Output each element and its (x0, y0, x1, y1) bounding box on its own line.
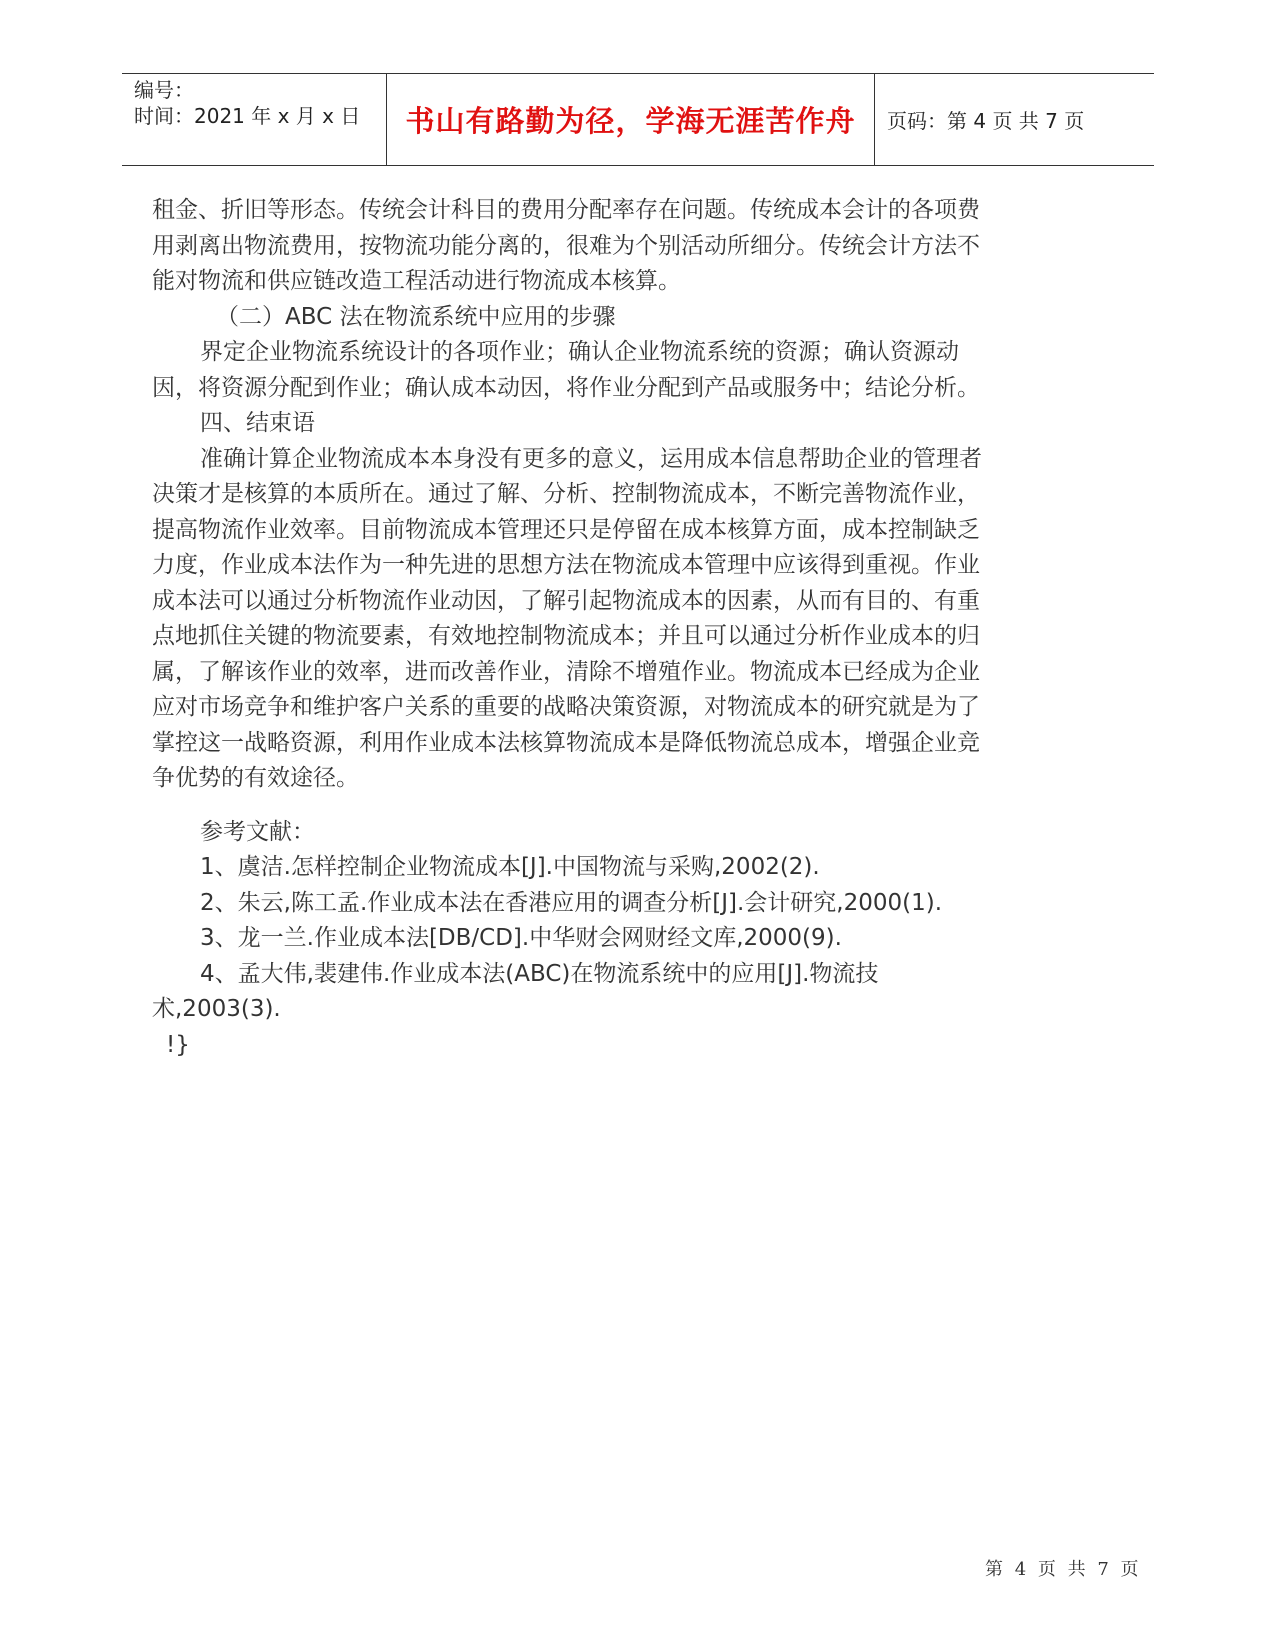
header-meta-cell (122, 74, 387, 165)
page-footer: 第 4 页 共 7 页 (985, 1559, 1142, 1580)
references-title: 参考文献： (200, 818, 315, 845)
motto-text: 书山有路勤为径，学海无涯苦作舟 (405, 104, 856, 138)
reference-item-2: 2、朱云,陈工孟.作业成本法在香港应用的调查分析[J].会计研究,2000(1). (200, 889, 943, 916)
document-body (152, 193, 982, 1063)
reference-item-1: 1、虞洁.怎样控制企业物流成本[J].中国物流与采购,2002(2). (200, 854, 820, 880)
trailing-marker: !} (166, 1031, 190, 1058)
document-header (122, 73, 1154, 166)
section-heading-abc-steps: （二）ABC 法在物流系统中应用的步骤 (216, 303, 616, 330)
reference-item-3: 3、龙一兰.作业成本法[DB/CD].中华财会网财经文库,2000(9). (200, 925, 842, 951)
paragraph-abc-steps: 界定企业物流系统设计的各项作业；确认企业物流系统的资源；确认资源动因，将资源分配到作业；确认成本动因，将作业分配到产品或服务中；结论分析。 (152, 339, 980, 401)
header-motto-cell (387, 74, 875, 165)
header-page-cell (875, 74, 1154, 165)
time-label: 时间：2021 年 x 月 x 日 (134, 104, 361, 128)
number-label: 编号： (134, 78, 194, 102)
paragraph-conclusion: 准确计算企业物流成本本身没有更多的意义，运用成本信息帮助企业的管理者决策才是核算的本质所在。通过了解、分析、控制物流成本，不断完善物流作业，提高物流作业效率。目前物流成本管理还只是停留在成本核算方面，成本控制缺乏力度，作业成本法作为一种先进的思想方法在物流成本管理中应该得到重视。作业成本法可以通过分析物流作业动因，了解引起物流成本的因素，从而有目的、有重点地抓住关键的物流要素，有效地控制物流成本；并且可以通过分析作业成本的归属，了解该作业的效率，进而改善作业，清除不增殖作业。物流成本已经成为企业应对市场竞争和维护客户关系的重要的战略决策资源，对物流成本的研究就是为了掌控这一战略资源，利用作业成本法核算物流成本是降低物流总成本，增强企业竞争优势的有效途径。 (152, 445, 982, 791)
page-label: 页码：第 4 页 共 7 页 (887, 109, 1085, 133)
section-heading-conclusion: 四、结束语 (200, 410, 315, 436)
spacer (152, 797, 982, 815)
reference-item-4: 4、孟大伟,裴建伟.作业成本法(ABC)在物流系统中的应用[J].物流技术,2003(3). (152, 960, 879, 1022)
paragraph-cost-accounting: 租金、折旧等形态。传统会计科目的费用分配率存在问题。传统成本会计的各项费用剥离出物流费用，按物流功能分离的，很难为个别活动所细分。传统会计方法不能对物流和供应链改造工程活动进行物流成本核算。 (152, 197, 980, 294)
